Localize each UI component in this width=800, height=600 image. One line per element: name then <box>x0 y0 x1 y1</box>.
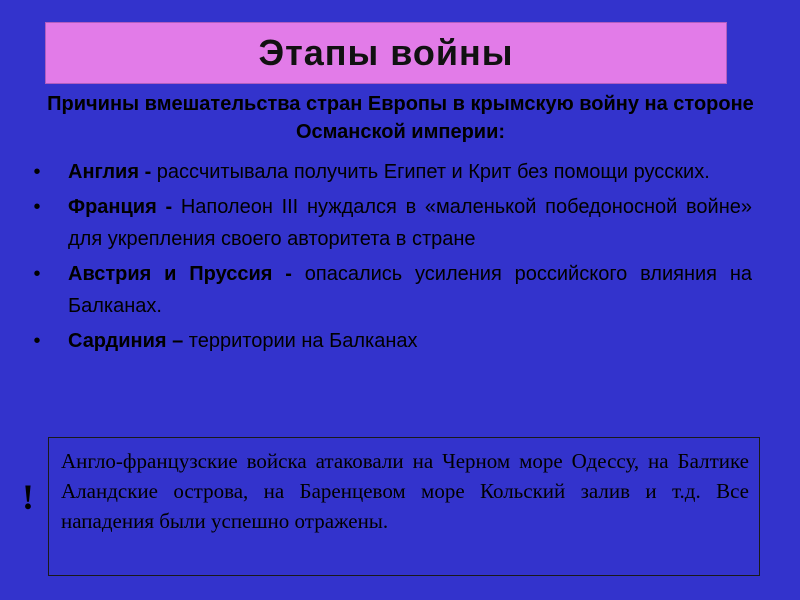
country-name: Англия - <box>68 161 152 183</box>
bullet-icon: • <box>33 196 41 218</box>
slide-title: Этапы войны <box>258 32 514 73</box>
bullet-icon: • <box>33 161 41 183</box>
list-item-england <box>30 156 752 188</box>
item-text: опасались усиления российского влияния на Балканах. <box>68 263 752 317</box>
exclamation-icon: ! <box>22 477 34 517</box>
item-text: Наполеон III нуждался в «маленькой победоносной войне» для укрепления своего авторитета в стране <box>68 196 753 250</box>
note-text: Англо-французские войска атаковали на Черном море Одессу, на Балтике Аландские острова, на Баренцевом море Кольский залив и т.д. Все нападения были успешно отражены. <box>61 449 749 533</box>
list-item-austria-prussia <box>30 258 752 322</box>
section-heading: Причины вмешательства стран Европы в крымскую войну на стороне Османской империи: <box>47 93 754 143</box>
country-name: Австрия и Пруссия - <box>68 263 292 285</box>
item-text: рассчитывала получить Египет и Крит без помощи русских. <box>151 161 710 183</box>
causes-list <box>30 156 752 360</box>
item-text: территории на Балканах <box>183 330 418 352</box>
list-item-sardinia <box>30 325 752 357</box>
list-item-france <box>30 191 752 255</box>
note-box <box>48 437 760 576</box>
country-name: Франция - <box>68 196 173 218</box>
bullet-icon: • <box>33 330 41 352</box>
bullet-icon: • <box>33 263 41 285</box>
country-name: Сардиния – <box>68 330 184 352</box>
title-bar <box>45 22 727 84</box>
